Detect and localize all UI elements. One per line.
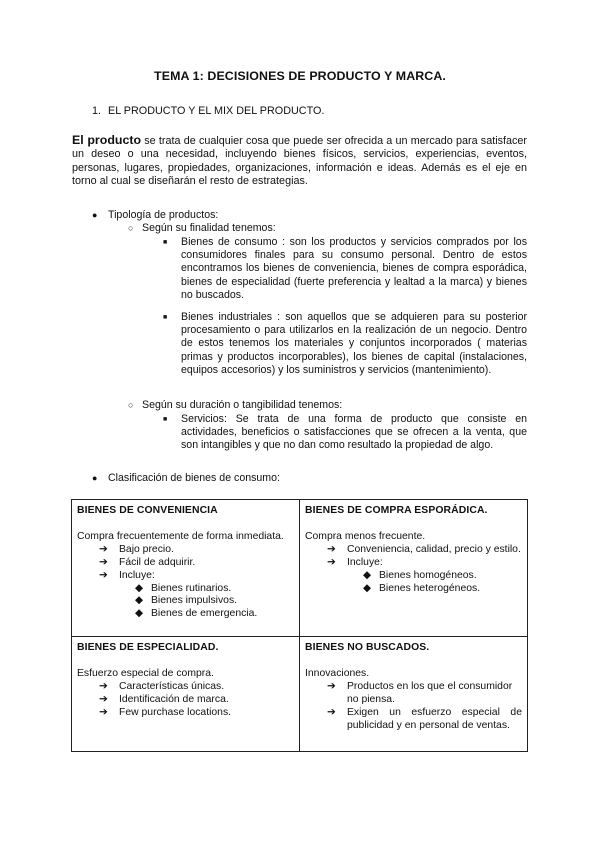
diamond-icon: ◆ — [363, 569, 371, 581]
consumer-goods-table — [71, 499, 528, 752]
arrow-icon: ➔ — [99, 543, 108, 555]
cell-especialidad — [72, 637, 300, 752]
list-item: ◆ Bienes rutinarios. — [135, 582, 232, 594]
list-item: ➔ Conveniencia, calidad, precio y estilo. — [327, 543, 521, 555]
list-item: ➔ Fácil de adquirir. — [99, 556, 196, 568]
list-item: ➔ Exigen un esfuerzo especial de publicidad y en personal de ventas. — [327, 706, 522, 731]
consumo-text: Bienes de consumo : son los productos y servicios comprados por los consumidores finales para su consumo personal. Dentro de estos encontramos los bienes de conveniencia, bienes de compra esporádica, bienes de especialidad (fuerte preferencia y lealtad a la marca) y bienes no buscados. — [181, 236, 527, 301]
cell-lead: Innovaciones. — [305, 667, 370, 679]
bullet-tipologia — [92, 209, 218, 222]
intro-paragraph — [72, 134, 527, 188]
arrow-icon: ➔ — [99, 556, 108, 568]
list-item: ◆ Bienes impulsivos. — [135, 595, 238, 607]
diamond-icon: ◆ — [135, 582, 143, 594]
cell-lead: Esfuerzo especial de compra. — [77, 667, 214, 679]
cell-lead: Compra frecuentemente de forma inmediata. — [77, 530, 284, 542]
cell-esporadica — [300, 500, 528, 637]
section-text: EL PRODUCTO Y EL MIX DEL PRODUCTO. — [108, 105, 325, 117]
arrow-icon: ➔ — [327, 543, 336, 555]
tipologia-label: Tipología de productos: — [108, 209, 219, 221]
cell-header: BIENES DE COMPRA ESPORÁDICA. — [305, 505, 488, 516]
list-item: ➔ Few purchase locations. — [99, 706, 232, 718]
item-bienes-consumo — [163, 236, 527, 302]
list-item: ➔ Productos en los que el consumidor no piensa. — [327, 680, 513, 705]
cell-header: BIENES DE ESPECIALIDAD. — [77, 642, 219, 653]
item-servicios — [163, 413, 527, 453]
list-item: ➔ Identificación de marca. — [99, 693, 229, 705]
sub-bullet-finalidad — [128, 222, 276, 235]
list-item: ➔ Bajo precio. — [99, 543, 174, 555]
circle-bullet-icon: ○ — [128, 400, 134, 410]
industriales-text: Bienes industriales : son aquellos que se adquieren para su posterior procesamiento o para utilizarlos en la realización de un negocio. Dentro de estos tenemos los materiales y conjuntos incorporados ( materias primas y productos incorporables), los bienes de capital (instalaciones, equipos accesorios) y los suministros y servicios (mantenimiento). — [181, 311, 527, 376]
square-bullet-icon: ■ — [163, 314, 168, 321]
diamond-icon: ◆ — [135, 608, 143, 620]
bullet-clasificacion — [92, 472, 280, 485]
section-number: 1. — [92, 105, 102, 117]
sub-bullet-duracion — [128, 399, 342, 412]
list-item: ◆ Bienes homogéneos. — [363, 569, 477, 581]
servicios-text: Servicios: Se trata de una forma de producto que consiste en actividades, beneficios o satisfacciones que se ofrecen a la venta, que son intangibles y que no dan como resultado la propiedad de algo. — [181, 413, 527, 452]
clasificacion-label: Clasificación de bienes de consumo: — [108, 472, 280, 484]
arrow-icon: ➔ — [99, 569, 108, 581]
circle-bullet-icon: ○ — [128, 223, 134, 233]
bullet-icon: ● — [92, 210, 98, 220]
diamond-icon: ◆ — [135, 595, 143, 607]
list-item: ➔ Incluye: — [327, 556, 383, 568]
list-item: ◆ Bienes de emergencia. — [135, 608, 258, 620]
duracion-label: Según su duración o tangibilidad tenemos: — [142, 399, 343, 411]
square-bullet-icon: ■ — [163, 416, 168, 423]
arrow-icon: ➔ — [99, 706, 108, 718]
arrow-icon: ➔ — [99, 680, 108, 692]
bullet-icon: ● — [92, 473, 98, 483]
intro-text: se trata de cualquier cosa que puede ser ofrecida a un mercado para satisfacer un deseo o una necesidad, incluyendo bienes físicos, servicios, experiencias, eventos, personas, lugares, propiedades, organizaciones, información e ideas. Además es el eje en torno al cual se diseñarán el resto de estrategias. — [72, 135, 527, 187]
cell-no-buscados — [300, 637, 528, 752]
list-item: ➔ Incluye: — [99, 569, 155, 581]
arrow-icon: ➔ — [327, 680, 336, 692]
arrow-icon: ➔ — [99, 693, 108, 705]
square-bullet-icon: ■ — [163, 239, 168, 246]
page-title: TEMA 1: DECISIONES DE PRODUCTO Y MARCA. — [154, 69, 446, 83]
diamond-icon: ◆ — [363, 582, 371, 594]
cell-header: BIENES DE CONVENIENCIA — [77, 505, 218, 516]
list-item: ◆ Bienes heterogéneos. — [363, 582, 481, 594]
list-item: ➔ Características únicas. — [99, 680, 225, 692]
cell-lead: Compra menos frecuente. — [305, 530, 426, 542]
finalidad-label: Según su finalidad tenemos: — [142, 222, 276, 234]
intro-bold-term: El producto — [72, 133, 142, 147]
cell-conveniencia — [72, 500, 300, 637]
section-heading — [92, 105, 324, 118]
item-bienes-industriales — [163, 311, 527, 377]
cell-header: BIENES NO BUSCADOS. — [305, 642, 430, 653]
arrow-icon: ➔ — [327, 706, 336, 718]
arrow-icon: ➔ — [327, 556, 336, 568]
